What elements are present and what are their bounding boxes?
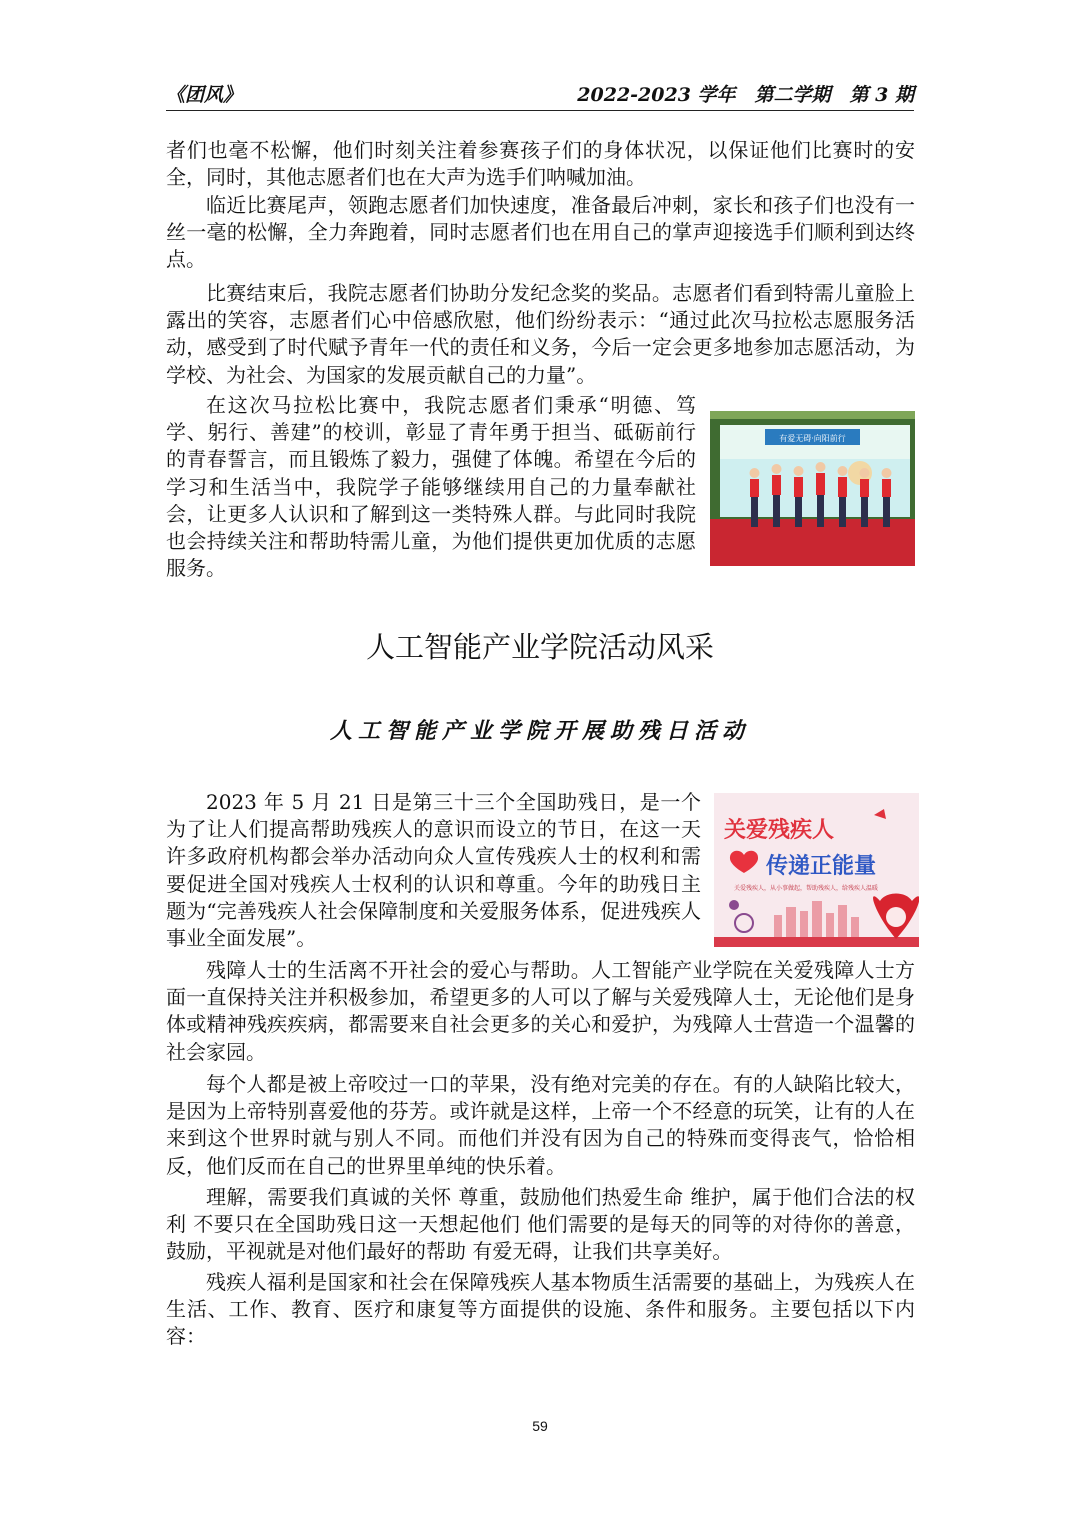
- paragraph: 理解，需要我们真诚的关怀 尊重，鼓励他们热爱生命 维护，属于他们合法的权利 不要只在全国助残日这一天想起他们 他们需要的是每天的同等的对待你的善意，鼓励，平视就是对他们最好的帮助 有爱无碍，让我们共享美好。: [166, 1185, 915, 1264]
- section-title: 人工智能产业学院活动风采: [365, 630, 714, 664]
- paragraph: 者们也毫不松懈，他们时刻关注着参赛孩子们的身体状况，以保证他们比赛时的安全，同时，其他志愿者们也在大声为选手们呐喊加油。: [166, 138, 915, 190]
- poster-line1: 关爱残疾人: [724, 818, 835, 843]
- volunteer-event-photo: [710, 411, 915, 566]
- paragraph: 残障人士的生活离不开社会的爱心与帮助。人工智能产业学院在关爱残障人士方面一直保持关注并积极参加，希望更多的人可以了解与关爱残障人士，无论他们是身体或精神残疾疾病，都需要来自社会更多的关心和爱护，为残障人士营造一个温馨的社会家园。: [166, 958, 915, 1064]
- paragraph: 每个人都是被上帝咬过一口的苹果，没有绝对完美的存在。有的人缺陷比较大，是因为上帝特别喜爱他的芬芳。或许就是这样，上帝一个不经意的玩笑，让有的人在来到这个世界时就与别人不同。而他们并没有因为自己的特殊而变得丧气，恰恰相反，他们反而在自己的世界里单纯的快乐着。: [166, 1072, 915, 1178]
- poster-subtitle: 关爱残疾人，从小事做起，帮助残疾人，给残疾人温暖: [734, 885, 879, 892]
- article-title: 人工智能产业学院开展助残日活动: [329, 718, 750, 744]
- paragraph: 2023 年 5 月 21 日是第三十三个全国助残日，是一个为了让人们提高帮助残疾人的意识而设立的节日，在这一天许多政府机构都会举办活动向众人宣传残疾人士的权利和需要促进全国对残疾人士权利的认识和尊重。今年的助残日主题为“完善残疾人社会保障制度和关爱服务体系，促进残疾人事业全面发展”。: [166, 790, 701, 951]
- page-header: [166, 76, 914, 111]
- issue-info: 2022-2023 学年 第二学期 第 3 期: [577, 84, 914, 106]
- paragraph: 比赛结束后，我院志愿者们协助分发纪念奖的奖品。志愿者们看到特需儿童脸上露出的笑容，志愿者们心中倍感欣慰，他们纷纷表示：“通过此次马拉松志愿服务活动，感受到了时代赋予青年一代的责任和义务，今后一定会更多地参加志愿活动，为学校、为社会、为国家的发展贡献自己的力量”。: [166, 281, 915, 387]
- journal-title: 《团风》: [166, 84, 243, 106]
- photo-banner-text: 有爱无碍·向阳前行: [779, 434, 846, 443]
- page-number: 59: [532, 1418, 548, 1434]
- poster-line2: 传递正能量: [766, 854, 877, 879]
- paragraph: 临近比赛尾声，领跑志愿者们加快速度，准备最后冲刺，家长和孩子们也没有一丝一毫的松懈，全力奔跑着，同时志愿者们也在用自己的掌声迎接选手们顺利到达终点。: [166, 193, 915, 272]
- paragraph: 残疾人福利是国家和社会在保障残疾人基本物质生活需要的基础上，为残疾人在生活、工作、教育、医疗和康复等方面提供的设施、条件和服务。主要包括以下内容：: [166, 1270, 915, 1349]
- disability-day-poster: [714, 793, 919, 947]
- paragraph: 在这次马拉松比赛中，我院志愿者们秉承“明德、笃学、躬行、善建”的校训，彰显了青年勇于担当、砥砺前行的青春誓言，而且锻炼了毅力，强健了体魄。希望在今后的学习和生活当中，我院学子能够继续用自己的力量奉献社会，让更多人认识和了解到这一类特殊人群。与此同时我院也会持续关注和帮助特需儿童，为他们提供更加优质的志愿服务。: [166, 393, 696, 581]
